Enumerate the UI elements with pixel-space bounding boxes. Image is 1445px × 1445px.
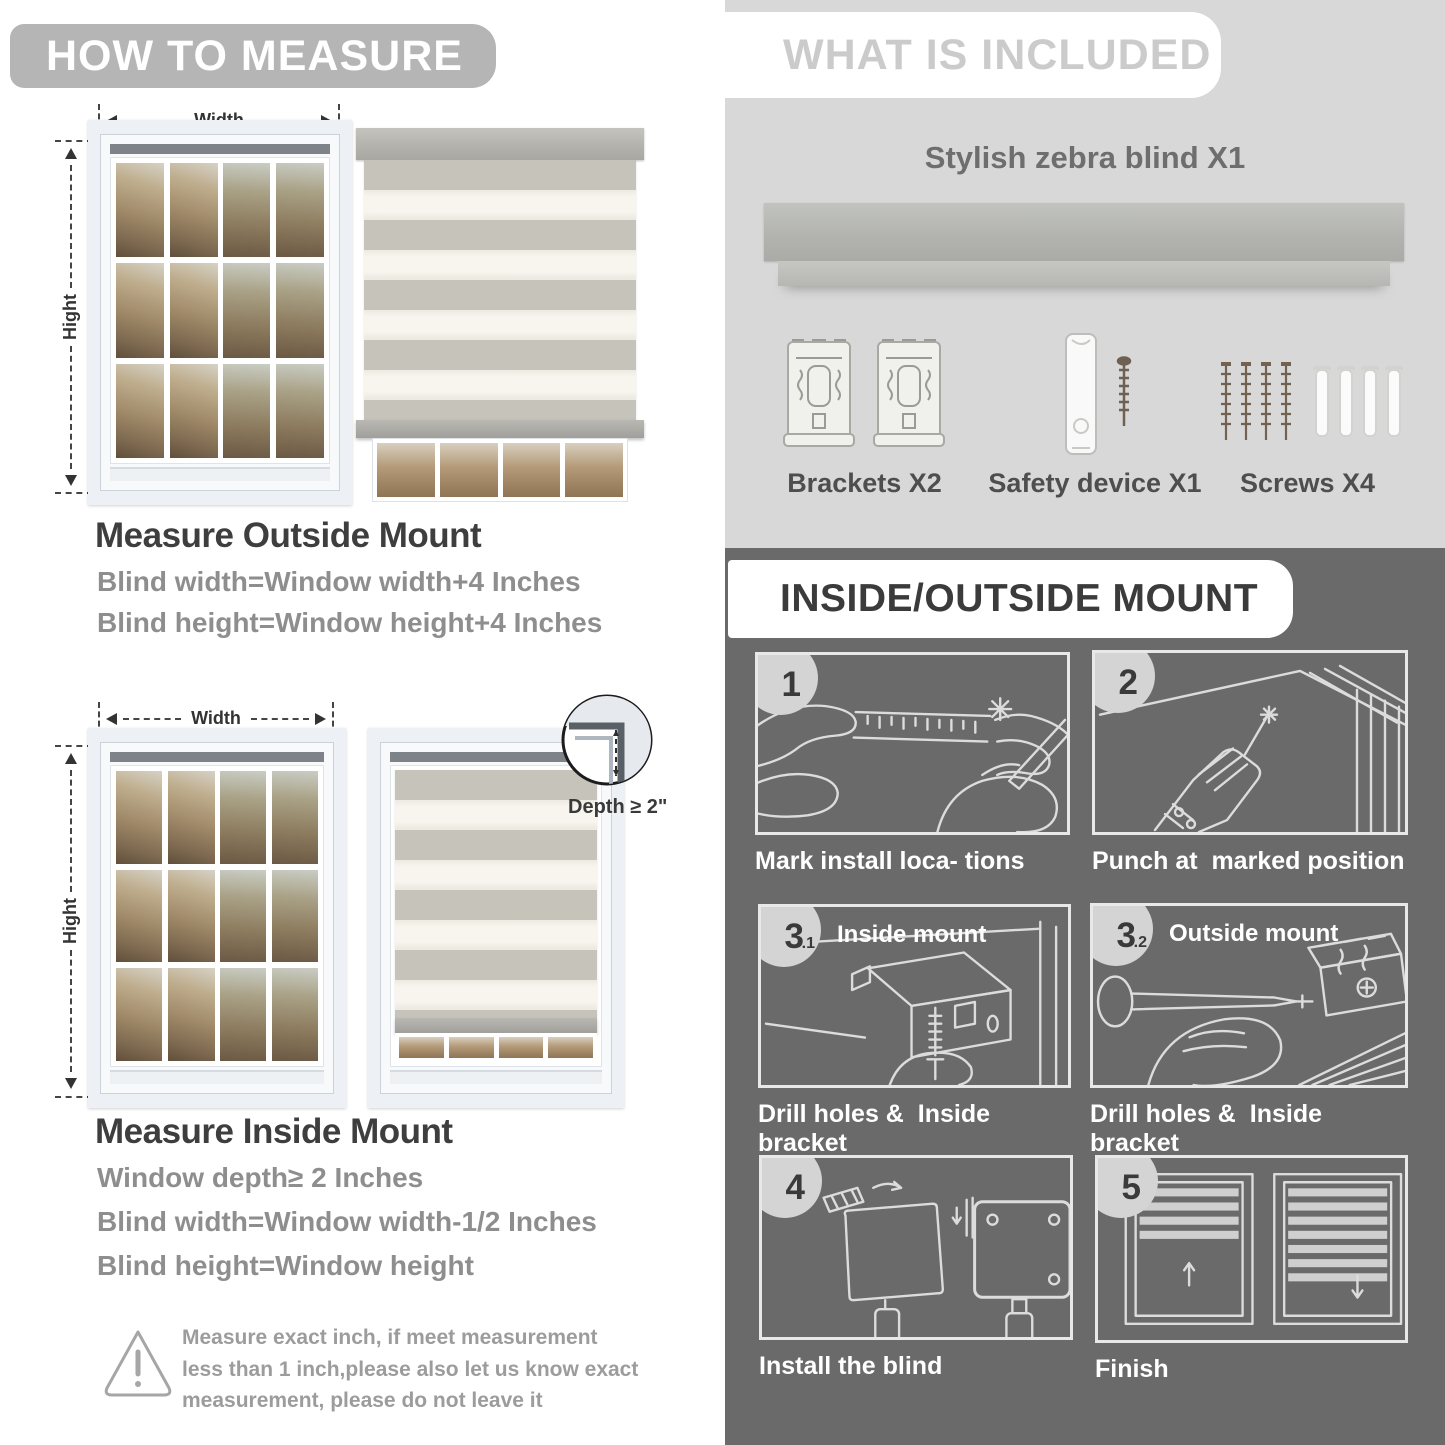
brackets-icon: [782, 336, 947, 458]
step-3-1: 3 .1 Inside mount Drill holes & Inside bracket: [758, 904, 1071, 1158]
step-caption: Mark install loca- tions: [755, 847, 1025, 875]
window-header-bar: [110, 144, 330, 154]
safety-device-label: Safety device X1: [988, 468, 1202, 498]
screws-label: Screws X4: [1239, 468, 1376, 498]
warning-triangle-icon: [100, 1324, 176, 1404]
blind-bottom-rail-outside: [356, 420, 644, 438]
inside-mount-heading: Measure Inside Mount: [95, 1112, 453, 1151]
step-3-2: 3 .2 Outside mount Drill holes & Inside bracket: [1090, 903, 1408, 1158]
blind-cassette-outside: [356, 128, 644, 160]
window-sash-left: [116, 163, 218, 458]
window-glimpse-inside: [395, 1033, 597, 1062]
inside-mount-line1: Window depth≥ 2 Inches: [97, 1162, 424, 1193]
outside-mount-line2: Blind height=Window height+4 Inches: [97, 607, 603, 638]
inside-mount-line2: Blind width=Window width-1/2 Inches: [97, 1206, 597, 1237]
outside-mount-line1: Blind width=Window width+4 Inches: [97, 566, 581, 597]
depth-magnifier-icon: [559, 692, 655, 788]
blind-shade-outside: [364, 160, 636, 420]
product-cassette-lip: [778, 261, 1390, 286]
how-to-measure-title: HOW TO MEASURE: [46, 31, 463, 80]
brackets-label: Brackets X2: [787, 468, 942, 498]
arrowhead-down-icon: [65, 1078, 77, 1095]
step-4: 4 Install the blind: [759, 1155, 1073, 1381]
window-photo-inside: [88, 728, 346, 1108]
outside-mount-heading: Measure Outside Mount: [95, 516, 482, 555]
arrowhead-left-icon: [100, 713, 117, 725]
depth-label: Depth ≥ 2": [568, 796, 668, 818]
window-sash-right: [223, 163, 325, 458]
mount-title-box: [728, 560, 1293, 638]
step-2: 2 Punch at marked position: [1092, 650, 1408, 876]
how-to-measure-title-box: [10, 24, 496, 88]
blind-bottom-rail-inside: [395, 1018, 597, 1033]
mount-title: INSIDE/OUTSIDE MOUNT: [780, 577, 1259, 620]
screws-icon: [1212, 352, 1404, 460]
arrowhead-down-icon: [65, 475, 77, 492]
product-label: Stylish zebra blind X1: [924, 140, 1246, 175]
what-is-included-title: WHAT IS INCLUDED: [783, 30, 1212, 79]
height-arrow-inside: [60, 747, 81, 1095]
window-photo-outside: [88, 120, 352, 505]
product-cassette-image: [764, 203, 1404, 261]
safety-device-icon: [1042, 330, 1158, 462]
arrowhead-up-icon: [65, 142, 77, 159]
window-sill: [110, 467, 330, 481]
step-5: 5 Finish: [1095, 1155, 1408, 1384]
what-is-included-title-box: [725, 12, 1221, 98]
arrowhead-right-icon: [315, 713, 332, 725]
height-label-2: Hight: [60, 898, 80, 944]
height-label: Hight: [60, 294, 80, 340]
width-label-2: Width: [191, 708, 241, 728]
window-pane: [116, 163, 164, 257]
blind-shade-inside: [395, 770, 597, 1018]
step-badge: 1: [755, 652, 818, 715]
height-arrow-outside: [60, 142, 81, 492]
arrowhead-up-icon: [65, 747, 77, 764]
inside-mount-line3: Blind height=Window height: [97, 1250, 474, 1281]
step-1: [755, 652, 1070, 876]
window-glimpse-outside: [372, 438, 628, 502]
width-arrow-inside: [100, 708, 332, 729]
measure-warning-text: Measure exact inch, if meet measurement less than 1 inch,please also let us know exact measurement, please do not leave it: [182, 1326, 639, 1412]
